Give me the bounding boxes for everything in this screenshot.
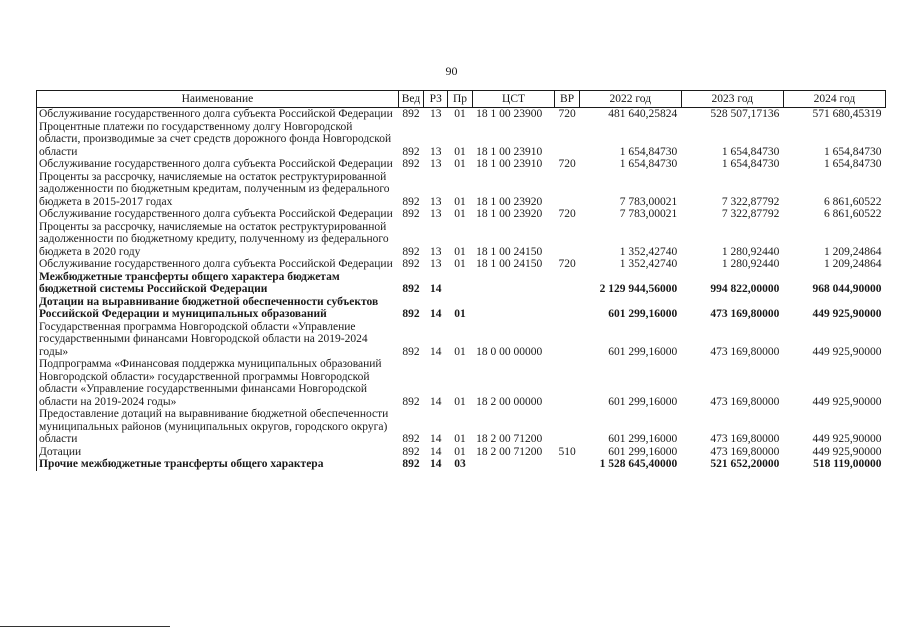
header-2023: 2023 год — [681, 91, 783, 108]
table-header-row — [37, 91, 886, 108]
row-rz: 14 — [429, 458, 442, 470]
row-vr — [555, 271, 579, 296]
row-vr: 720 — [558, 158, 576, 170]
table-row — [37, 158, 886, 171]
table-row — [37, 258, 886, 271]
row-rz: 13 — [429, 245, 442, 258]
row-pr — [448, 271, 472, 296]
row-name: Обслуживание государственного долга субъекта Российской Федерации — [37, 158, 399, 171]
row-2024: 968 044,90000 — [812, 283, 882, 295]
page-number: 90 — [445, 64, 458, 78]
table-row — [37, 108, 886, 121]
row-cst: 18 1 00 23910 — [476, 145, 543, 158]
row-vr: 720 — [558, 258, 576, 270]
row-2022: 1 528 645,40000 — [599, 458, 678, 470]
row-2022: 481 640,25824 — [608, 108, 678, 120]
row-name: Дотации на выравнивание бюджетной обеспеченности субъектов Российской Федерации и муниципальных образований — [37, 296, 399, 321]
table-row — [37, 296, 886, 321]
row-vr — [555, 408, 579, 446]
row-pr: 03 — [454, 458, 466, 470]
row-ved: 892 — [402, 283, 420, 295]
table-row — [37, 271, 886, 296]
table-row — [37, 408, 886, 446]
header-name: Наименование — [37, 91, 399, 108]
row-name: Подпрограмма «Финансовая поддержка муниципальных образований Новгородской области» государственной программы Новгородской области «Управление государственными финансами Новгородской области на 2019-2024 годы» — [37, 358, 399, 408]
row-cst: 18 1 00 23920 — [476, 208, 543, 220]
row-pr: 01 — [454, 158, 466, 170]
row-2022: 1 352,42740 — [619, 245, 678, 258]
row-rz: 14 — [429, 345, 442, 358]
row-cst: 18 2 00 00000 — [476, 395, 543, 408]
row-2023: 473 169,80000 — [710, 433, 780, 445]
row-rz: 13 — [429, 208, 442, 220]
row-name: Прочие межбюджетные трансферты общего характера — [37, 458, 399, 471]
row-name: Обслуживание государственного долга субъекта Российской Федерации — [37, 208, 399, 221]
row-2022: 1 654,84730 — [619, 158, 678, 170]
row-ved: 892 — [402, 158, 420, 170]
row-ved: 892 — [402, 108, 420, 120]
row-vr — [555, 171, 579, 209]
header-vr: ВР — [555, 91, 579, 108]
row-rz: 14 — [429, 308, 442, 320]
row-vr — [555, 221, 579, 259]
row-2022: 7 783,00021 — [619, 195, 678, 208]
row-rz: 14 — [429, 445, 442, 458]
header-pr: Пр — [448, 91, 472, 108]
row-2024: 1 654,84730 — [824, 158, 882, 170]
budget-table — [36, 90, 886, 471]
row-2023: 1 280,92440 — [721, 245, 780, 258]
table-row — [37, 321, 886, 359]
row-ved: 892 — [402, 458, 420, 470]
row-2022: 7 783,00021 — [619, 208, 678, 220]
row-vr — [555, 458, 579, 471]
row-pr: 01 — [454, 308, 466, 320]
row-name: Обслуживание государственного долга субъекта Российской Федерации — [37, 108, 399, 121]
row-vr: 510 — [558, 445, 576, 458]
row-ved: 892 — [402, 395, 420, 408]
row-2023: 473 169,80000 — [710, 445, 780, 458]
row-ved: 892 — [402, 345, 420, 358]
row-2023: 1 654,84730 — [721, 158, 780, 170]
row-name: Дотации — [37, 446, 399, 459]
row-name: Обслуживание государственного долга субъекта Российской Федерации — [37, 258, 399, 271]
row-name: Проценты за рассрочку, начисляемые на остаток реструктурированной задолженности по бюджетному кредиту, полученному из федерального бюджета в 2020 году — [37, 221, 399, 259]
row-2022: 601 299,16000 — [608, 345, 678, 358]
header-2024: 2024 год — [783, 91, 885, 108]
row-rz: 13 — [429, 258, 442, 270]
row-2024: 449 925,90000 — [812, 445, 882, 458]
row-cst: 18 2 00 71200 — [476, 445, 543, 458]
row-vr — [555, 296, 579, 321]
row-2023: 7 322,87792 — [721, 208, 780, 220]
row-ved: 892 — [402, 245, 420, 258]
row-cst — [472, 458, 555, 471]
row-rz: 14 — [429, 283, 442, 295]
row-pr: 01 — [454, 258, 466, 270]
row-2024: 449 925,90000 — [812, 395, 882, 408]
row-2024: 6 861,60522 — [824, 208, 882, 220]
row-vr — [555, 321, 579, 359]
row-pr: 01 — [454, 195, 466, 208]
row-vr — [555, 121, 579, 159]
row-ved: 892 — [402, 258, 420, 270]
header-2022: 2022 год — [579, 91, 681, 108]
row-2024: 449 925,90000 — [812, 345, 882, 358]
row-2024: 449 925,90000 — [812, 433, 882, 445]
row-pr: 01 — [454, 108, 466, 120]
row-2023: 1 280,92440 — [721, 258, 780, 270]
row-ved: 892 — [402, 308, 420, 320]
row-2022: 601 299,16000 — [608, 308, 678, 320]
table-row — [37, 171, 886, 209]
row-rz: 14 — [429, 433, 442, 445]
row-rz: 13 — [429, 108, 442, 120]
row-2023: 521 652,20000 — [710, 458, 780, 470]
table-row — [37, 121, 886, 159]
row-name: Проценты за рассрочку, начисляемые на остаток реструктурированной задолженности по бюджетным кредитам, полученным из федерального бюджета в 2015-2017 годах — [37, 171, 399, 209]
row-cst: 18 1 00 23900 — [476, 108, 543, 120]
row-2022: 1 352,42740 — [619, 258, 678, 270]
row-cst: 18 0 00 00000 — [476, 345, 543, 358]
row-2023: 528 507,17136 — [710, 108, 780, 120]
row-vr — [555, 358, 579, 408]
row-cst: 18 1 00 24150 — [476, 245, 543, 258]
row-ved: 892 — [402, 445, 420, 458]
row-2022: 601 299,16000 — [608, 445, 678, 458]
row-2023: 473 169,80000 — [710, 308, 780, 320]
row-ved: 892 — [402, 433, 420, 445]
row-pr: 01 — [454, 145, 466, 158]
header-ved: Вед — [398, 91, 423, 108]
row-2024: 1 209,24864 — [824, 245, 882, 258]
row-2022: 1 654,84730 — [619, 145, 678, 158]
row-pr: 01 — [454, 345, 466, 358]
row-pr: 01 — [454, 445, 466, 458]
row-rz: 13 — [429, 145, 442, 158]
footer-rule — [0, 626, 170, 627]
row-2024: 1 654,84730 — [824, 145, 882, 158]
row-2023: 1 654,84730 — [721, 145, 780, 158]
header-rz: РЗ — [424, 91, 448, 108]
header-cst: ЦСТ — [472, 91, 555, 108]
row-vr: 720 — [558, 108, 576, 120]
row-2024: 6 861,60522 — [824, 195, 882, 208]
row-2023: 994 822,00000 — [710, 283, 780, 295]
row-rz: 13 — [429, 158, 442, 170]
row-2022: 2 129 944,56000 — [599, 283, 678, 295]
row-2022: 601 299,16000 — [608, 395, 678, 408]
table-row — [37, 458, 886, 471]
row-2023: 473 169,80000 — [710, 395, 780, 408]
row-2024: 571 680,45319 — [812, 108, 882, 120]
row-ved: 892 — [402, 208, 420, 220]
table-row — [37, 208, 886, 221]
row-2023: 7 322,87792 — [721, 195, 780, 208]
row-2023: 473 169,80000 — [710, 345, 780, 358]
row-cst: 18 2 00 71200 — [476, 433, 543, 445]
row-ved: 892 — [402, 195, 420, 208]
row-pr: 01 — [454, 433, 466, 445]
table-row — [37, 221, 886, 259]
row-cst — [472, 296, 555, 321]
row-pr: 01 — [454, 395, 466, 408]
row-pr: 01 — [454, 208, 466, 220]
row-name: Государственная программа Новгородской области «Управление государственными финансами Новгородской области на 2019-2024 годы» — [37, 321, 399, 359]
row-cst: 18 1 00 24150 — [476, 258, 543, 270]
row-name: Предоставление дотаций на выравнивание бюджетной обеспеченности муниципальных районов (муниципальных округов, городского округа) области — [37, 408, 399, 446]
row-2024: 449 925,90000 — [812, 308, 882, 320]
row-cst: 18 1 00 23910 — [476, 158, 543, 170]
table-body — [37, 108, 886, 471]
row-2024: 1 209,24864 — [824, 258, 882, 270]
row-2024: 518 119,00000 — [813, 458, 882, 470]
row-name: Процентные платежи по государственному долгу Новгородской области, производимые за счет средств дорожного фонда Новгородской области — [37, 121, 399, 159]
row-pr: 01 — [454, 245, 466, 258]
row-2022: 601 299,16000 — [608, 433, 678, 445]
row-name: Межбюджетные трансферты общего характера бюджетам бюджетной системы Российской Федерации — [37, 271, 399, 296]
row-rz: 14 — [429, 395, 442, 408]
table-row — [37, 358, 886, 408]
row-cst — [472, 271, 555, 296]
row-vr: 720 — [558, 208, 576, 220]
table-row — [37, 446, 886, 459]
row-ved: 892 — [402, 145, 420, 158]
row-cst: 18 1 00 23920 — [476, 195, 543, 208]
row-rz: 13 — [429, 195, 442, 208]
